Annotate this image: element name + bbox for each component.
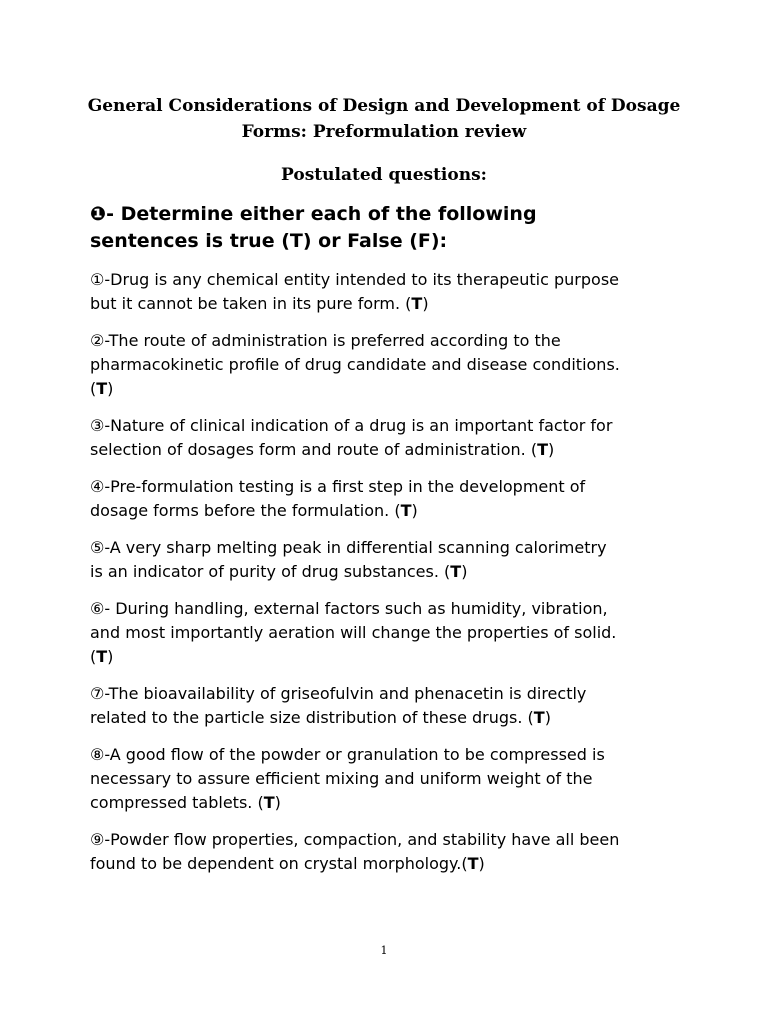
document-title-line-1: General Considerations of Design and Development of Dosage [87, 96, 681, 116]
question-answer: T [533, 708, 545, 727]
question-answer: T [467, 854, 479, 873]
answer-close-paren: ) [422, 294, 429, 313]
answer-close-paren: ) [461, 562, 468, 581]
answer-close-paren: ) [478, 854, 485, 873]
question-text-line: but it cannot be taken in its pure form. ( [90, 294, 412, 313]
section-heading [90, 201, 690, 255]
question-item [90, 597, 690, 669]
question-item [90, 414, 690, 462]
document-subtitle: Postulated questions: [281, 165, 487, 185]
question-answer: T [411, 294, 423, 313]
question-text-line: dosage forms before the formulation. ( [90, 501, 401, 520]
answer-close-paren: ) [548, 440, 555, 459]
question-text-line: and most importantly aeration will change the properties of solid. [90, 623, 617, 642]
question-text-line: ( [90, 647, 97, 666]
question-text-line: ①-Drug is any chemical entity intended to its therapeutic purpose [90, 270, 619, 289]
answer-close-paren: ) [107, 647, 114, 666]
document-title-line-2: Forms: Preformulation review [241, 122, 527, 142]
question-text-line: ②-The route of administration is preferred according to the [90, 331, 561, 350]
question-item [90, 536, 690, 584]
question-text-line: related to the particle size distribution of these drugs. ( [90, 708, 534, 727]
question-text-line: ④-Pre-formulation testing is a first step in the development of [90, 477, 586, 496]
question-answer: T [96, 647, 108, 666]
question-item [90, 475, 690, 523]
question-item [90, 743, 690, 815]
question-text-line: compressed tablets. ( [90, 793, 264, 812]
question-text-line: ⑦-The bioavailability of griseofulvin and phenacetin is directly [90, 684, 587, 703]
question-text-line: is an indicator of purity of drug substances. ( [90, 562, 451, 581]
document-title [60, 93, 708, 145]
section-heading-line-1: ❶- Determine either each of the following [90, 203, 537, 225]
question-item [90, 329, 690, 401]
question-item [90, 828, 690, 876]
question-text-line: ( [90, 379, 97, 398]
answer-close-paren: ) [544, 708, 551, 727]
question-answer: T [450, 562, 462, 581]
question-list [90, 268, 690, 889]
question-answer: T [96, 379, 108, 398]
question-text-line: ③-Nature of clinical indication of a drug is an important factor for [90, 416, 613, 435]
question-text-line: found to be dependent on crystal morphology.( [90, 854, 468, 873]
question-item [90, 682, 690, 730]
question-text-line: ⑥- During handling, external factors such as humidity, vibration, [90, 599, 608, 618]
question-item [90, 268, 690, 316]
question-answer: T [400, 501, 412, 520]
answer-close-paren: ) [107, 379, 114, 398]
answer-close-paren: ) [411, 501, 418, 520]
answer-close-paren: ) [274, 793, 281, 812]
question-text-line: ⑧-A good flow of the powder or granulation to be compressed is [90, 745, 605, 764]
question-answer: T [537, 440, 549, 459]
question-text-line: ⑨-Powder flow properties, compaction, and stability have all been [90, 830, 620, 849]
question-text-line: ⑤-A very sharp melting peak in differential scanning calorimetry [90, 538, 607, 557]
question-text-line: necessary to assure efficient mixing and uniform weight of the [90, 769, 593, 788]
question-text-line: selection of dosages form and route of administration. ( [90, 440, 538, 459]
page-number: 1 [380, 944, 388, 957]
question-text-line: pharmacokinetic profile of drug candidate and disease conditions. [90, 355, 620, 374]
section-heading-line-2: sentences is true (T) or False (F): [90, 230, 448, 252]
question-answer: T [263, 793, 275, 812]
